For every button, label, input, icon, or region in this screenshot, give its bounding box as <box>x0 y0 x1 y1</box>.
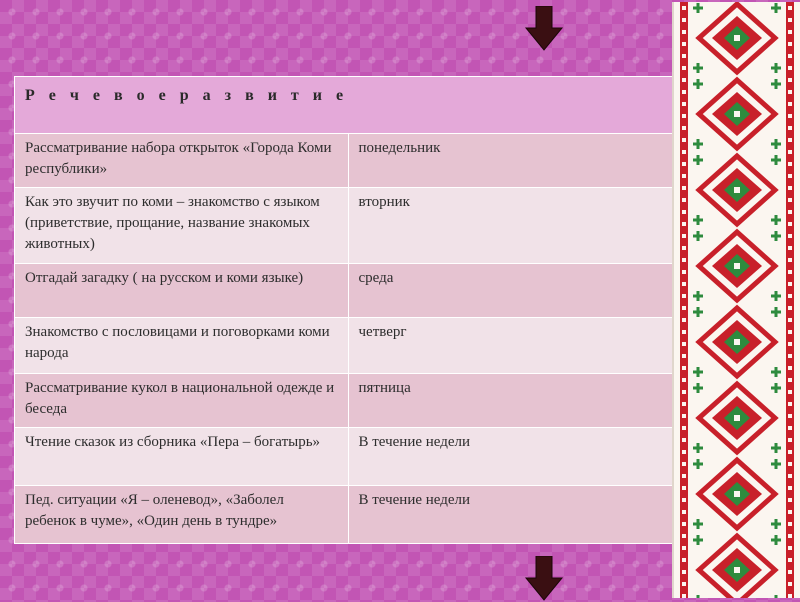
table-row <box>15 134 682 188</box>
day-cell: вторник <box>348 188 682 264</box>
arrow-down-icon <box>524 556 564 602</box>
day-cell: понедельник <box>348 134 682 188</box>
activity-cell: Рассматривание набора открыток «Города Коми республики» <box>15 134 349 188</box>
embroidery-ornament <box>672 2 800 598</box>
day-cell: пятница <box>348 374 682 428</box>
activity-cell: Пед. ситуации «Я – оленевод», «Заболел ребенок в чуме», «Один день в тундре» <box>15 486 349 544</box>
activity-cell: Рассматривание кукол в национальной одежде и беседа <box>15 374 349 428</box>
activity-cell: Знакомство с пословицами и поговорками коми народа <box>15 318 349 374</box>
ornament-pattern <box>674 2 800 598</box>
activity-cell: Как это звучит по коми – знакомство с языком (приветствие, прощание, название знакомых животных) <box>15 188 349 264</box>
table-row <box>15 264 682 318</box>
table-header-row <box>15 77 682 134</box>
day-cell: четверг <box>348 318 682 374</box>
arrow-down-icon <box>524 6 564 52</box>
table-row <box>15 374 682 428</box>
day-cell: среда <box>348 264 682 318</box>
day-cell: В течение недели <box>348 486 682 544</box>
table-row <box>15 486 682 544</box>
table-row <box>15 318 682 374</box>
table-title: Р е ч е в о е р а з в и т и е <box>15 77 682 134</box>
table-row <box>15 428 682 486</box>
schedule-table <box>14 76 682 544</box>
activity-cell: Отгадай загадку ( на русском и коми языке) <box>15 264 349 318</box>
day-cell: В течение недели <box>348 428 682 486</box>
activity-cell: Чтение сказок из сборника «Пера – богатырь» <box>15 428 349 486</box>
table-row <box>15 188 682 264</box>
